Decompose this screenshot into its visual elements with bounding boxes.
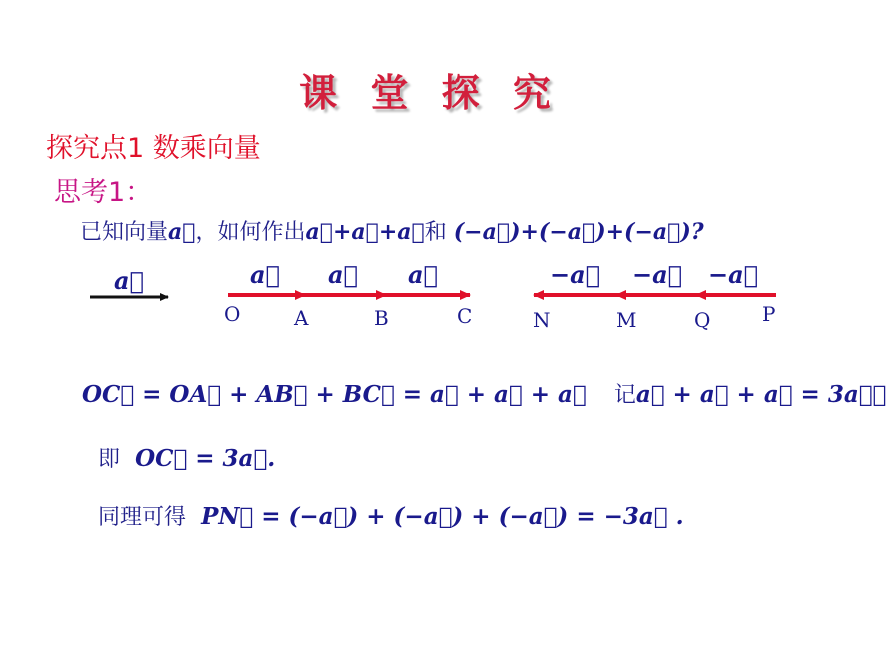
vector-label-OA: a⃗	[250, 260, 280, 289]
point-label-C: C	[457, 304, 473, 328]
vector-label-NM: −a⃗	[550, 260, 601, 289]
point-label-A: A	[294, 306, 309, 330]
vector-label-AB: a⃗	[328, 260, 358, 289]
note-label: 记	[613, 383, 636, 408]
equation-3a: a⃗ + a⃗ + a⃗ = 3a⃗，	[635, 381, 886, 408]
point-label-P: P	[762, 302, 776, 326]
equation-line-1	[82, 378, 886, 409]
equation-oc-sum: OC⃗ = OA⃗ + AB⃗ + BC⃗ = a⃗ + a⃗ + a⃗	[82, 381, 587, 408]
think-heading: 思考1：	[54, 177, 153, 208]
point-label-N: N	[533, 308, 551, 332]
equation-pn: PN⃗ = (−a⃗) + (−a⃗) + (−a⃗) = −3a⃗ .	[201, 503, 684, 530]
question-sum2: (−a⃗)+(−a⃗)+(−a⃗)?	[453, 219, 704, 245]
equation-line-3	[98, 500, 684, 531]
question-middle: ，如何作出	[195, 220, 306, 245]
point-label-O: O	[224, 302, 241, 326]
similarly-label: 同理可得	[98, 505, 187, 530]
equation-oc-3a: OC⃗ = 3a⃗.	[135, 445, 276, 472]
section-heading: 探究点1 数乘向量	[46, 133, 261, 164]
equation-line-2	[98, 442, 275, 473]
point-label-M: M	[616, 308, 637, 332]
question-text	[80, 215, 704, 246]
vector-label-MQ: −a⃗	[632, 260, 683, 289]
question-prefix: 已知向量	[80, 220, 169, 245]
slide-title: 课 堂 探 究	[299, 71, 561, 115]
vector-label-QP: −a⃗	[708, 260, 759, 289]
hence-label: 即	[98, 447, 121, 472]
reference-vector-label: a⃗	[114, 266, 144, 295]
point-label-Q: Q	[694, 308, 711, 332]
vector-label-BC: a⃗	[408, 260, 438, 289]
question-and: 和	[424, 220, 447, 245]
point-label-B: B	[374, 306, 389, 330]
question-vector: a⃗	[168, 219, 196, 245]
question-sum1: a⃗+a⃗+a⃗	[305, 219, 425, 245]
